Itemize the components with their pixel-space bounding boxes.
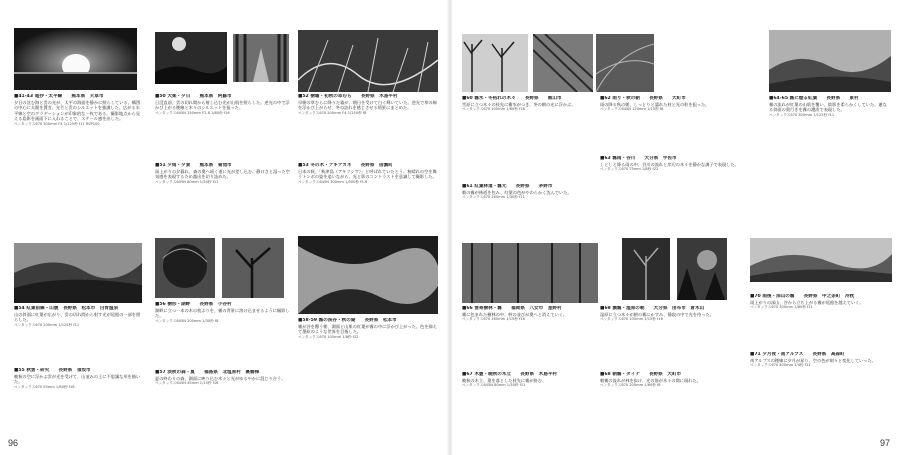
- photo-frost-trees: [462, 34, 528, 92]
- caption-55: [14, 368, 142, 430]
- caption-41-43: [14, 94, 142, 190]
- caption-body: 日没直前、雲の切れ間から射し込む光が山肌を照らした。逆光の中で浮かび上がる稜線と木々のシルエットを狙った。: [155, 100, 290, 111]
- caption-54: [14, 306, 142, 366]
- caption-51: [155, 163, 290, 231]
- caption-52: [298, 94, 438, 158]
- photo-grove-fog: [462, 243, 598, 303]
- caption-data: ペンタックス645N 300mm 1/500秒 f5.6: [298, 179, 368, 184]
- caption-data: ペンタックス67II 75mm 1/8秒 f22: [600, 167, 659, 172]
- caption-66: [462, 306, 594, 368]
- photo-foggy-forest: [533, 34, 593, 92]
- caption-62: [600, 96, 760, 154]
- caption-header: ■66 雲寄樹林・霧 福岡県 八女市 星野村: [462, 306, 562, 311]
- caption-data: ペンタックス645N 45mm 1/15秒 f16: [155, 381, 219, 386]
- caption-69: [600, 306, 740, 368]
- caption-header: ■62 雨り・秋の朝 長野県 大町市: [600, 96, 686, 101]
- caption-header: ■67 木霊・晩秋の木立 長野県 木島平村: [462, 372, 558, 377]
- caption-67: [462, 372, 594, 432]
- caption-header: ■64-65 霧に煙る紅葉 長野県 東村: [769, 96, 859, 101]
- caption-data: ペンタックス645N 200mm 1/30秒 f8: [155, 318, 219, 323]
- caption-body: 夏の終わりの森、湖面に映り込む木々と光がゆるやかに混じり合う。: [155, 376, 286, 381]
- right-page: [452, 0, 900, 455]
- caption-header: ■68 朝霧・ダイナ 長野県 大町市: [600, 372, 682, 377]
- caption-data: ペンタックス645N 80mm 1/30秒 f11: [462, 383, 526, 388]
- caption-data: ペンタックス67II 165mm 1/15秒 f16: [462, 317, 525, 322]
- left-page: [0, 0, 448, 455]
- caption-68: [600, 372, 740, 432]
- caption-58-59: [298, 318, 438, 430]
- caption-data: ペンタックス67II 300mm F4 1/125秒 f11 RVP100: [14, 121, 100, 126]
- caption-header: ■57 淡秋の森・夏 福島県 北塩原村 裏磐梯: [155, 370, 260, 375]
- caption-70: [750, 294, 892, 350]
- caption-header: ■54 紅葉前線・山腹 長野県 松本市 白骨温泉: [14, 306, 119, 311]
- caption-header: ■58-59 霧の渓谷・秋の湖 長野県 松本市: [298, 318, 397, 323]
- caption-header: ■50 大楽・夕日 熊本県 阿蘇市: [155, 94, 232, 99]
- caption-body: 雪原に立つ木々の枝先に霧氷がつき、冬の朝の光に浮かぶ。: [462, 102, 576, 107]
- photo-sunset-sea: [14, 28, 137, 90]
- caption-body: 雨上がりの深山、谷から立ち上がる霧が尾根を越えていく。: [750, 300, 864, 305]
- caption-data: ペンタックス67II 105mm 1/8秒 f22: [298, 334, 359, 339]
- caption-data: ペンタックス67II 200mm 1/60秒 f8: [600, 383, 661, 388]
- caption-64-65: [769, 96, 891, 180]
- caption-body: 山の斜面に紅葉が広がり、雲の切れ間から射す光が尾根の一部を照らした。: [14, 312, 141, 323]
- caption-data: ペンタックス67II 55mm 1/60秒 f16: [14, 384, 75, 389]
- caption-body: 夕日の沈む海と雲の光が、太平の海面を静かに照らしている。構図の中心に太陽を置き、光芒と雲のシルエットを強調した。広がる水平線と空のグラデーションが印象的な一枚である。撮影地点から見える島影を画面下に入れることで、スケール感を出した。: [14, 100, 141, 122]
- caption-data: ペンタックス645N 80mm 1/30秒 f11: [155, 179, 219, 184]
- caption-data: ペンタックス67II 200mm 1/125秒 f11: [14, 322, 80, 327]
- page-number-left: 96: [8, 438, 19, 448]
- caption-header: ■71 夕月夜・南アルプス 長野県 高森町: [750, 352, 845, 357]
- caption-header: ■70 雨後・深山の霧 長野県 中之条町 冷枕: [750, 294, 855, 299]
- caption-data: ペンタックス67II 105mm 1/60秒 f16: [462, 107, 525, 112]
- caption-data: ペンタックス67II 200mm F4 1/250秒 f8: [298, 110, 367, 115]
- caption-63: [600, 156, 760, 220]
- photo-late-autumn-tree: [622, 238, 670, 300]
- photo-frost-grass: [298, 30, 438, 92]
- caption-header: ■69 濃霧・湿原の朝 大分県 由布市 倉木山: [600, 306, 705, 311]
- page-number-right: 97: [880, 438, 891, 448]
- caption-header: ■61 紅葉林道・霧元 長野県 茅野市: [462, 184, 553, 189]
- caption-body: 朝の霧が林道を包み、紅葉の色がやわらかく沈んでいた。: [462, 190, 572, 195]
- caption-header: ■55 秋雲・研究 長野県 須坂市: [14, 368, 91, 373]
- caption-body: 雨の降る秋の朝、しっとりと濡れた枝と光の粒を狙った。: [600, 102, 710, 107]
- caption-60: [462, 96, 594, 184]
- photo-rain-branches: [596, 34, 654, 92]
- photo-dusk-trees: [155, 32, 227, 84]
- caption-body: 晩秋の木立、葉を落とした枝先に霧が絡む。: [462, 378, 547, 383]
- photo-autumn-mountain: [14, 243, 142, 303]
- caption-body: 早朝の草むらに降りた霜が、朝日を受けて白く輝いていた。逆光で草の線を浮かび上がらせ、冬の訪れを感じさせる情景にまとめた。: [298, 100, 437, 111]
- caption-data: ペンタックス645N 120mm 1/15秒 f8: [600, 107, 664, 112]
- photo-misty-foliage: [769, 30, 891, 92]
- caption-body: 雨上がりの夕暮れ、森の奥へ続く道に光が差し込む。静けさと湿った空気感を表現するため露出を切り詰めた。: [155, 169, 290, 180]
- photo-misty-valley: [298, 236, 438, 314]
- caption-50: [155, 94, 290, 156]
- caption-data: ペンタックス67II 165mm 1/30秒 f11: [462, 195, 525, 200]
- caption-data: ペンタックス67II 105mm 1/15秒 f16: [600, 317, 663, 322]
- caption-body: 湿原に立つ木々が朝の霧にかすみ、静寂の中で光を待った。: [600, 312, 714, 317]
- caption-53: [298, 163, 438, 231]
- photo-tree-shape: [155, 238, 215, 298]
- caption-data: ペンタックス67II 400mm 1/4秒 f11: [750, 363, 811, 368]
- caption-body: 湖畔に立つ一本の木の枝ぶりを、霧の背景に溶け込ませるように撮影した。: [155, 308, 290, 319]
- caption-header: ■52 樹霜・初秋の草むら 長野県 木島平村: [298, 94, 398, 99]
- caption-body: 日本の秋、「秋津島（アキツシマ）」と呼ばれていたとう。秋晴れの空を舞うトンボの姿を追いながら、光と影のコントラストを意識して撮影した。: [298, 169, 437, 180]
- caption-data: ペンタックス67II 300mm 1/60秒 f11: [750, 305, 813, 310]
- caption-header: ■41-43 竜抄・太平線 熊本県 天草市: [14, 94, 104, 99]
- caption-71: [750, 352, 892, 432]
- photo-deep-mountain-mist: [750, 238, 892, 282]
- caption-body: 霧の流れが紅葉の山肌を覆い、陰影を柔らかくしていた。連なる斜面の奥行きを霧の濃淡で表現した。: [769, 102, 887, 113]
- caption-header: ■56 樹形・湖畔 長野県 小谷村: [155, 302, 232, 307]
- caption-body: 晩秋の空に浮かぶ雲が光を受けて、山並みの上に不思議な形を描いた。: [14, 374, 141, 385]
- caption-56: [155, 302, 290, 362]
- caption-body: 朝霧の流れが林を抜け、光の筋が木々の間に現れた。: [600, 378, 701, 383]
- caption-header: ■63 霧雨・谷川 大分県 宇佐市: [600, 156, 682, 161]
- caption-header: ■51 夕雨・夕景 熊本県 菊池市: [155, 163, 232, 168]
- photo-forest-path: [233, 34, 289, 82]
- caption-body: 霧に包まれた樹林の中、幹の並びが奥へと消えていく。: [462, 312, 568, 317]
- caption-data: ペンタックス645N 150mm F2.8 1/60秒 f16: [155, 110, 230, 115]
- photo-lakeside-tree: [222, 238, 284, 298]
- caption-61: [462, 184, 594, 238]
- photo-morning-mist: [677, 238, 727, 300]
- caption-57: [155, 370, 290, 432]
- caption-data: ペンタックス67II 300mm 1/125秒 f11: [769, 112, 835, 117]
- caption-header: ■53 冬の木・アキアカネ 長野県 信濃町: [298, 163, 393, 168]
- caption-body: 南アルプスの稜線に夕月が昇り、空の色が刻々と変化していった。: [750, 358, 876, 363]
- caption-header: ■60 霧氷・冬枯れの木々 長野県 飯山市: [462, 96, 562, 101]
- caption-body: しとしと降る雨の中、谷川の流れと岸辺の木々を静かな調子で表現した。: [600, 162, 739, 167]
- caption-body: 霧が谷を覆う朝、湖面と山肌の紅葉が霧の中に浮かび上がった。色を抑えて墨絵のような世界を目指した。: [298, 324, 437, 335]
